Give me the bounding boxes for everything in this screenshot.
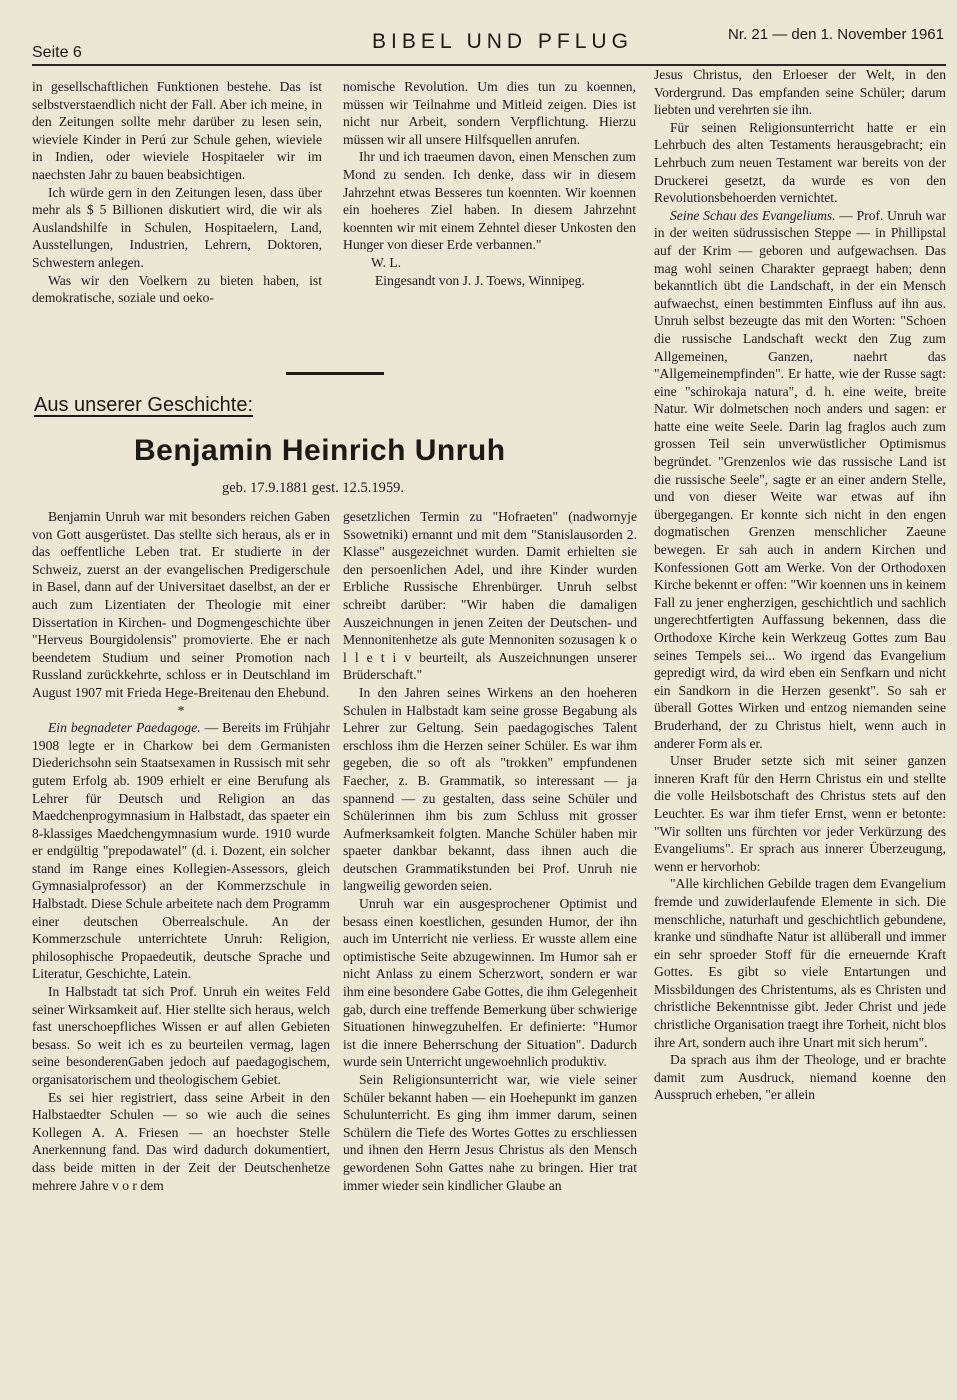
paragraph [32, 719, 330, 983]
paragraph: Unser Bruder setzte sich mit seiner ganzen inneren Kraft für den Herrn Christus ein und stellte die volle Heilsbotschaft des Christus stets auf den Leuchter. Es war ihm tiefer Ernst, wenn er betonte: "Wir sollten uns fürchten vor jeder Verkürzung des Evangeliums". Er sprach aus innerer Überzeugung, wenn er hervorhob: [654, 753, 946, 874]
paragraph [654, 207, 946, 752]
page-number: Seite 6 [32, 44, 82, 61]
separator-star: * [177, 702, 185, 718]
paragraph: Jesus Christus, den Erloeser der Welt, in den Vordergrund. Das empfanden seine Schüler; darum liebten und verehrten sie ihn. [654, 67, 946, 118]
paragraph: gesetzlichen Termin zu "Hofraeten" (nadwornyje Ssowetniki) ernannt und mit dem "Stanislausorden 2. Klasse" ausgezeichnet wurden. Damit erhielten sie den persoenlichen Adel, und ihre Kinder wurden Erbliche Russische Ehrenbürger. Unruh selbst schreibt darüber: "Wir haben die damaligen Auszeichnungen in jenen Zeiten der Deutschen- und Mennonitenhetze als gute Mennoniten sozusagen k o l l e t i v beurteilt, als Auszeichnungen unserer Brüderschaft." [343, 509, 637, 683]
subheading: Ein begnadeter Paedagoge. [48, 720, 201, 736]
paragraph: in gesellschaftlichen Funktionen bestehe. Das ist selbstverstaendlich nicht der Fall. Aber ich meine, in den Zeitungen sollte mehr darüber zu lesen sein, wieviele Kinder in Perú zur Schule gehen, wieviele in Indien, oder wieviele Hospitaeler wir im naechsten Jahr zu bauen beabsichtigen. [32, 79, 322, 182]
paragraph-text: — Prof. Unruh war in der weiten südrussischen Steppe — in Phillipstal auf der Krim — geboren und aufgewachsen. Das mag wohl seinen Charakter gepraegt haben; denn bekanntlich übt die Landschaft, in der ein Mensch aufwaechst, einen bestimmten Einfluss auf ihn aus. Unruh selbst bezeugte das mit den Worten: "Schoen die russische Landschaft weckt den Zug zum Allgemeinen, Ganzen, naehrt das "Allgemeinempfinden". Er hatte, wie der Russe sagt: eine "schirokaja natura", d. h. eine weite, breite Natur. Wir dolmetschen noch anders und sagen: er hatte eine weite Seele. Darin lag fraglos auch zum grossen Teil sein unverwüstlicher Optimismus begründet. "Grenzenlos wie das russische Land ist die russische Seele", sagte er an einer andern Stelle, und von dieser Weite war etwas auf ihn übergegangen. Er konnte sich nicht in den engen dogmatischen Grenzen menschlicher Zaeune bewegen. Er sah auch in andern Kirchen und Konfessionen Gott am Werke. Von der Orthodoxen Kirche bekennt er offen: "Wir koennen uns in keinem Fall zu jener engherzigen, geschichtlich und sachlich ungerechtfertigten Auffassung bekennen, dass die Orthodoxe Kirche kein Werkzeug Gottes zum Bau seines Tempels sei... Wo irgend das Evangelium gepredigt wird, da wird eben ein Senfkarn und nicht ein Sandkorn in die Herzen gesenkt". So sah er überall Gottes Wirken und entzog niemanden seine Bruderhand, der zu Christus hielt, wenn auch in anderer Form als er. [654, 207, 946, 751]
subheading: Seine Schau des Evangeliums. [670, 207, 836, 223]
source-note: Eingesandt von J. J. Toews, Winnipeg. [375, 272, 585, 288]
paragraph: Ihr und ich traeumen davon, einen Menschen zum Mond zu senden. Ich denke, dass wir in diesem Jahrzehnt etwas Besseres tun koennten. Wir koennen ein hoeheres Ziel haben. In diesem Jahrzehnt koennten wir mit einem Zehntel dieser Unkosten den Hunger von dieser Erde verbannen." [343, 149, 636, 253]
issue-date: Nr. 21 — den 1. November 1961 [728, 26, 944, 43]
page-header [32, 26, 944, 61]
paragraph: Ich würde gern in den Zeitungen lesen, dass über mehr als $ 5 Billionen diskutiert wird, die wir als Auslandshilfe in Schulen, Hospitaelern, Land, Ausstellungen, Industrien, Lehrern, Doktoren, Schwestern anlegen. [32, 184, 322, 270]
paragraph: Da sprach aus ihm der Theologe, und er brachte damit zum Ausdruck, niemand koenne den Ausspruch erheben, "er allein [654, 1052, 946, 1103]
paragraph: Es sei hier registriert, dass seine Arbeit in den Halbstaedter Schulen — so wie auch die seines Kollegen A. A. Friesen — an hoechster Stelle Anerkennung fand. Das wird dadurch dokumentiert, dass beide mitten in der Zeit der Deutschenhetze mehrere Jahre v o r dem [32, 1089, 330, 1193]
article-dates: geb. 17.9.1881 gest. 12.5.1959. [222, 480, 405, 496]
paragraph: Was wir den Voelkern zu bieten haben, ist demokratische, soziale und oeko- [32, 272, 322, 306]
paragraph: Für seinen Religionsunterricht hatte er ein Lehrbuch des alten Testaments herausgebracht; ein Lehrbuch zum neuen Testament war bereits von der Druckerei gesetzt, da wurde es von den Revolutionsbehoerden vernichtet. [654, 119, 946, 206]
masthead: BIBEL UND PFLUG [372, 30, 633, 53]
article-column-3 [654, 66, 946, 1104]
paragraph: nomische Revolution. Um dies tun zu koennen, müssen wir Teilnahme und Mitleid zeigen. Dies ist nicht nur Arbeit, sondern Verpflichtung. Hierzu müssen wir all unsere Hilfsquellen anrufen. [343, 79, 636, 147]
article-column-1 [32, 508, 330, 1194]
article-column-2 [343, 508, 637, 1194]
paragraph: In den Jahren seines Wirkens an den hoeheren Schulen in Halbstadt kam seine grosse Begabung als Lehrer zur Geltung. Sein paedagogisches Talent erschloss ihm die Herzen seiner Schüler. Es war ihm gegeben, die so oft als "trokken" empfundenen Faecher, z. B. Grammatik, so interessant — ja spannend — zu gestalten, dass seine Schüler und Schülerinnen ihm bis zum Schluss mit grosser Aufmerksamkeit folgten. Manche Schüler haben mir spaeter dankbar bekannt, dass ihnen auch die deutschen Grammatikstunden bei Prof. Unruh nie langweilig geworden seien. [343, 684, 637, 894]
section-divider [286, 372, 384, 375]
signature: W. L. [371, 254, 402, 270]
section-heading: Aus unserer Geschichte: [34, 394, 253, 416]
paragraph-text: — Bereits im Frühjahr 1908 legte er in Charkow bei dem Germanisten Diederichsohn sein Staatsexamen in Russisch mit sehr gutem Erfolg ab. 1909 erhielt er eine Berufung als Lehrer für Deutsch und Religion an das Maedchenprogymnasium in Halbstadt, das spaeter ein 8-klassiges Maedchengymnasium wurde. 1910 wurde er endgültig "prepodawatel" (d. i. Dozent, ein solcher stand im Range eines Kollegien-Assessors, gleich Gymnasialprofessor) an der Kommerzschule in Halbstadt. Diese Schule arbeitete nach dem Programm einer deutschen Oberrealschule. An der Kommerzschule unterrichtete Unruh: Religion, philosophische Propaedeutik, deutsche Sprache und Literatur, Geschichte, Latein. [32, 720, 330, 982]
paragraph: "Alle kirchlichen Gebilde tragen dem Evangelium fremde und zuwiderlaufende Elemente in sich. Die menschliche, naturhaft und geschichtlich gebundene, kranke und sündhafte Natur ist allüberall und immer ein sehr sproeder Stoff für die erneuernde Kraft Gottes. Es gibt so viele Entartungen und Missbildungen des Christentums, als es Christen und christliche Bekenntnisse gibt. Jeder Christ und jede christliche Organisation traegt ihre Torheit, nicht blos ihre Art, sondern auch ihre Unart mit sich herum". [654, 876, 946, 1050]
paragraph: Unruh war ein ausgesprochener Optimist und besass einen koestlichen, gesunden Humor, der ihn auch im Unterricht nie verliess. Er wusste allem eine optimistische Seite abzugewinnen. Im Humor sah er nicht Anlass zu einem Scherzwort, sondern er war ihm eine besondere Gabe Gottes, die ihm Gelegenheit gab, durch eine treffende Bemerkung über schwierige Situationen hinwegzuhelfen. Er definierte: "Humor ist die innere Beherrschung der Situation". Dadurch wurde sein Unterricht ungewoehnlich produktiv. [343, 896, 637, 1070]
paragraph: In Halbstadt tat sich Prof. Unruh ein weites Feld seiner Wirksamkeit auf. Hier stellte sich heraus, welch fast unerschoepfliches Wissen er auf allen Gebieten besass. So weit ich es zu beurteilen vermag, lagen seine besonderenGaben jedoch auf paedagogischem, organisatorischem und theologischem Gebiet. [32, 984, 330, 1087]
article-title: Benjamin Heinrich Unruh [134, 434, 506, 467]
paragraph: Sein Religionsunterricht war, wie viele seiner Schüler bekannt haben — ein Hoehepunkt im ganzen Schulunterricht. Es ging ihm immer darum, seinen Schülern die Tiefe des Wortes Gottes zu erschliessen und ihnen den Herrn Jesus Christus als den Mensch gewordenen Sohn Gattes nahe zu bringen. Hier trat immer wieder sein kindlicher Glaube an [343, 1072, 637, 1193]
prev-article-column-2 [343, 78, 636, 289]
prev-article-column-1 [32, 78, 322, 307]
paragraph: Benjamin Unruh war mit besonders reichen Gaben von Gott ausgerüstet. Das stellte sich heraus, als er in das oeffentliche Leben trat. Er studierte in der Schweiz, zuerst an der evangelischen Predigerschule in Basel, dann auf der Universitaet daselbst, an der er auch zum Lizentiaten der Theologie mit einer Dissertation in Kirchen- und Dogmengeschichte über "Herveus Bourgidolensis" promovierte. Ehe er nach beendetem Studium und seiner Promotion nach Russland zurückkehrte, schloss er in Deutschland im August 1907 mit Frieda Hege-Breitenau den Ehebund. [32, 509, 330, 700]
